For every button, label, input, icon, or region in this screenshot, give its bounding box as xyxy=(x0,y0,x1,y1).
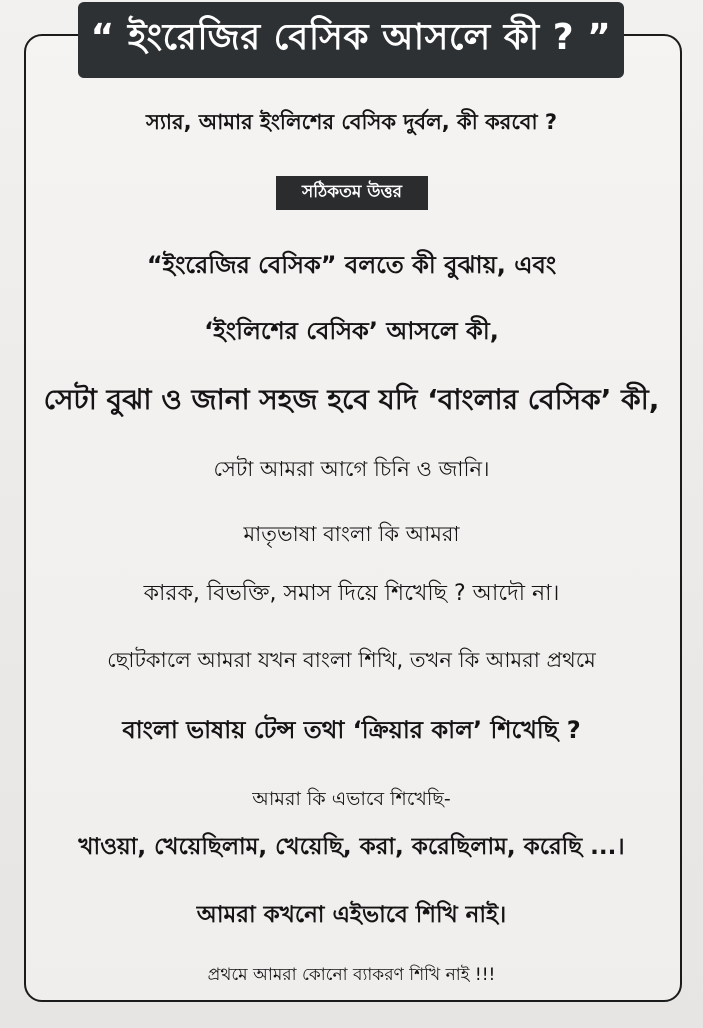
question-text: স্যার, আমার ইংলিশের বেসিক দুর্বল, কী করবো ? xyxy=(145,110,558,134)
body-line-3: সেটা বুঝা ও জানা সহজ হবে যদি ‘বাংলার বেসিক’ কী, xyxy=(43,383,660,416)
body-line-11: আমরা কখনো এইভাবে শিখি নাই। xyxy=(196,902,507,928)
body-line-5: মাতৃভাষা বাংলা কি আমরা xyxy=(243,522,460,546)
body-line-7: ছোটকালে আমরা যখন বাংলা শিখি, তখন কি আমরা প্রথমে xyxy=(107,648,596,672)
body-line-12: প্রথমে আমরা কোনো ব্যাকরণ শিখি নাই !!! xyxy=(207,965,496,985)
answer-badge: সঠিকতম উত্তর xyxy=(276,176,428,210)
page-title: “ ইংরেজির বেসিক আসলে কী ? ” xyxy=(78,2,624,78)
body-line-6: কারক, বিভক্তি, সমাস দিয়ে শিখেছি ? আদৌ না। xyxy=(143,581,560,606)
body-line-9: আমরা কি এভাবে শিখেছি- xyxy=(252,788,451,810)
body-line-10: খাওয়া, খেয়েছিলাম, খেয়েছি, করা, করেছিলাম, করেছি ...। xyxy=(78,834,625,860)
body-line-1: “ইংরেজির বেসিক” বলতে কী বুঝায়, এবং xyxy=(146,251,557,279)
body-line-2: ‘ইংলিশের বেসিক’ আসলে কী, xyxy=(204,317,499,345)
body-line-4: সেটা আমরা আগে চিনি ও জানি। xyxy=(213,457,490,481)
body-line-8: বাংলা ভাষায় টেন্স তথা ‘ক্রিয়ার কাল’ শিখেছি ? xyxy=(122,716,581,744)
